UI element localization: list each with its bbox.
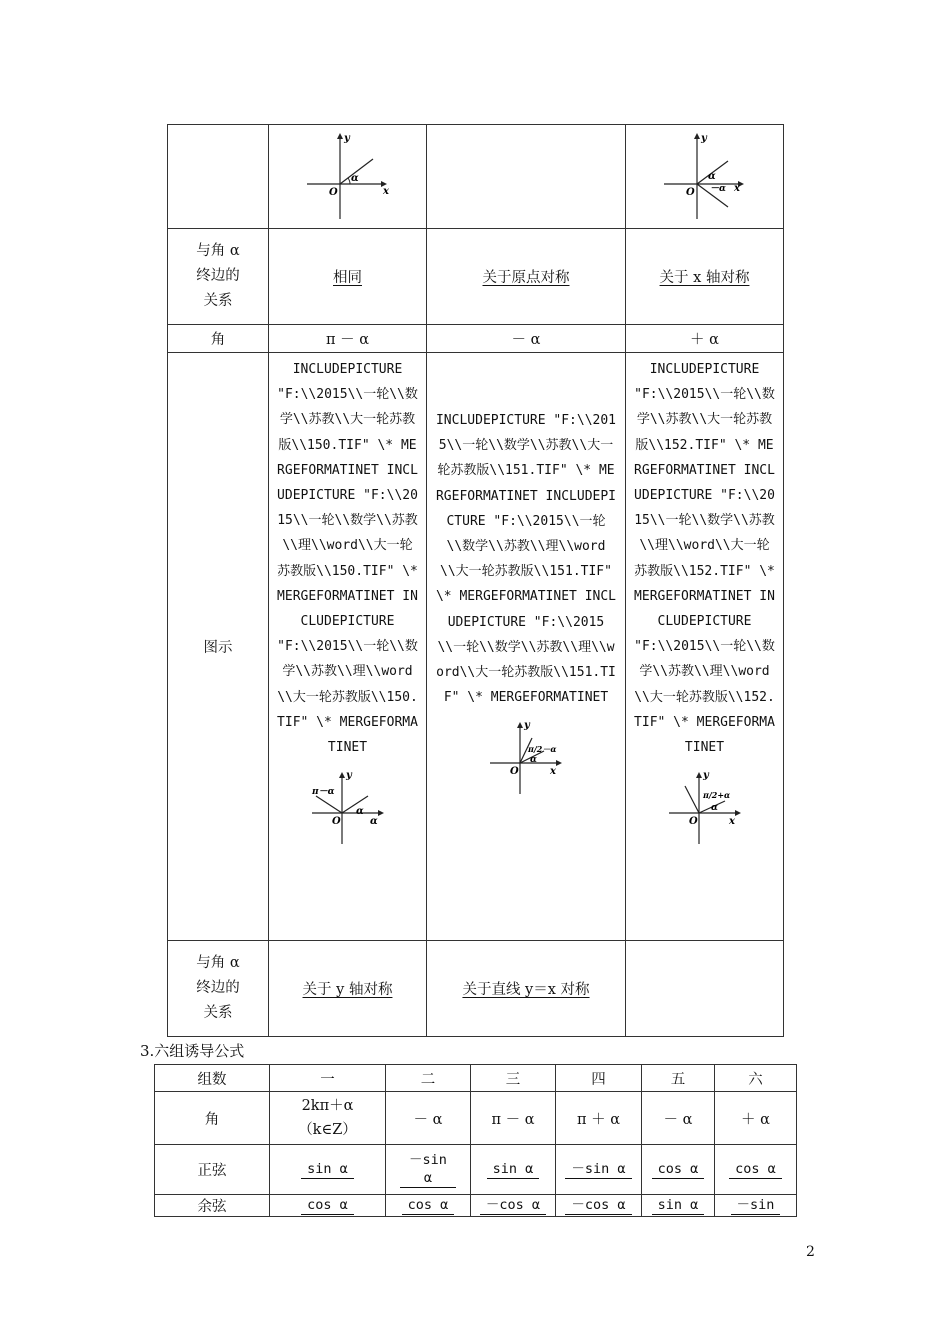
label-line-3: 关系 xyxy=(203,293,233,309)
empty-cell xyxy=(427,125,626,229)
sin-cell: cos α xyxy=(729,1160,782,1179)
svg-text:y: y xyxy=(343,133,350,144)
angle-neg: － α xyxy=(427,325,626,353)
axis-diagram-x-symmetric xyxy=(626,125,784,229)
header-row xyxy=(155,1065,797,1092)
relation-x-axis-symmetric: 关于 x 轴对称 xyxy=(659,270,750,286)
svg-text:O: O xyxy=(685,187,695,198)
relation-row-1 xyxy=(168,229,784,325)
svg-text:π/2－α: π/2－α xyxy=(528,744,557,755)
angle-label: 角 xyxy=(168,325,269,353)
cos-cell: cos α xyxy=(301,1196,354,1215)
relation-empty xyxy=(626,941,784,1037)
cos-cell: cos α xyxy=(402,1196,455,1215)
angle-cell: － α xyxy=(386,1092,471,1145)
svg-text:x: x xyxy=(550,766,556,778)
svg-text:α: α xyxy=(707,171,716,182)
svg-text:O: O xyxy=(328,187,338,198)
svg-text:－α: －α xyxy=(709,184,726,194)
header-cell: 二 xyxy=(386,1065,471,1092)
axis-diagram-half-pi-plus xyxy=(665,768,745,848)
cos-cell: －sin xyxy=(731,1196,781,1215)
row-label: 余弦 xyxy=(155,1195,270,1217)
field-code-152: INCLUDEPICTURE "F:\\2015\\一轮\\数学\\苏教\\大一轮苏教版\\152.TIF" \* MERGEFORMATINET INCLUDEPICTURE "F:\\2015\\一轮\\数学\\苏教\\理\\word\\大一轮苏教版\\152.TIF" \* MERGEFORMATINET INCLUDEPICTURE "F:\\2015\\一轮\\数学\\苏教\\理\\word\\大一轮苏教版\\152.TIF" \* MERGEFORMATINET xyxy=(634,362,775,756)
axis-diagram-pi-minus xyxy=(308,768,388,848)
sin-row xyxy=(155,1145,797,1195)
label-line-1: 与角 α xyxy=(196,243,240,259)
angle-cell: ＋ α xyxy=(715,1092,797,1145)
angle-cell: π ＋ α xyxy=(556,1092,642,1145)
label-line-2: 终边的 xyxy=(196,980,240,996)
formula-table xyxy=(154,1064,797,1217)
svg-text:α: α xyxy=(710,803,718,814)
svg-text:O: O xyxy=(510,766,519,778)
svg-text:π－α: π－α xyxy=(311,787,335,798)
angle-cell: 2kπ＋α（k∈Z） xyxy=(270,1092,386,1145)
row-label: 角 xyxy=(155,1092,270,1145)
field-code-150: INCLUDEPICTURE "F:\\2015\\一轮\\数学\\苏教\\大一轮苏教版\\150.TIF" \* MERGEFORMATINET INCLUDEPICTURE "F:\\2015\\一轮\\数学\\苏教\\理\\word\\大一轮苏教版\\150.TIF" \* MERGEFORMATINET INCLUDEPICTURE "F:\\2015\\一轮\\数学\\苏教\\理\\word\\大一轮苏教版\\150.TIF" \* MERGEFORMATINET xyxy=(277,362,418,756)
header-cell: 五 xyxy=(642,1065,715,1092)
header-cell: 组数 xyxy=(155,1065,270,1092)
svg-text:α: α xyxy=(369,816,378,828)
header-cell: 一 xyxy=(270,1065,386,1092)
cos-cell: －cos α xyxy=(480,1196,546,1215)
angle-cell: π － α xyxy=(471,1092,556,1145)
cos-row xyxy=(155,1195,797,1217)
angle-plus: ＋ α xyxy=(626,325,784,353)
angle-cell: － α xyxy=(642,1092,715,1145)
svg-text:π/2+α: π/2+α xyxy=(702,790,730,801)
diagram-row-2 xyxy=(168,353,784,941)
relation-y-axis-symmetric: 关于 y 轴对称 xyxy=(302,982,393,998)
cos-cell: sin α xyxy=(652,1196,705,1215)
header-cell: 三 xyxy=(471,1065,556,1092)
page-number: 2 xyxy=(806,1244,815,1260)
svg-text:x: x xyxy=(733,183,740,194)
angle-row xyxy=(168,325,784,353)
svg-text:O: O xyxy=(688,816,698,828)
angle-pi-minus: π － α xyxy=(269,325,427,353)
svg-text:α: α xyxy=(355,806,364,818)
symmetry-table xyxy=(167,124,784,1037)
relation-row-2 xyxy=(168,941,784,1037)
cos-cell: －cos α xyxy=(565,1196,631,1215)
relation-origin-symmetric: 关于原点对称 xyxy=(482,270,570,286)
section-title: 3.六组诱导公式 xyxy=(140,1042,245,1060)
relation-same: 相同 xyxy=(333,270,362,286)
field-cell-2 xyxy=(427,353,626,941)
label-line-1: 与角 α xyxy=(196,955,240,971)
field-code-151: INCLUDEPICTURE "F:\\2015\\一轮\\数学\\苏教\\大一轮苏教版\\151.TIF" \* MERGEFORMATINET INCLUDEPICTURE "F:\\2015\\一轮\\数学\\苏教\\理\\word\\大一轮苏教版\\151.TIF" \* MERGEFORMATINET INCLUDEPICTURE "F:\\2015\\一轮\\数学\\苏教\\理\\word\\大一轮苏教版\\151.TIF" \* MERGEFORMATINET xyxy=(435,413,616,706)
diagram-label: 图示 xyxy=(168,353,269,941)
sin-cell: －sin α xyxy=(400,1151,456,1188)
diagram-row-1 xyxy=(168,125,784,229)
row-label: 正弦 xyxy=(155,1145,270,1195)
header-cell: 四 xyxy=(556,1065,642,1092)
label-line-2: 终边的 xyxy=(196,268,240,284)
field-cell-1 xyxy=(269,353,427,941)
sin-cell: －sin α xyxy=(565,1160,631,1179)
relation-label xyxy=(168,229,269,325)
svg-text:α: α xyxy=(350,173,359,184)
header-cell: 六 xyxy=(715,1065,797,1092)
label-line-3: 关系 xyxy=(203,1005,233,1021)
svg-text:y: y xyxy=(524,720,530,732)
relation-label-2 xyxy=(168,941,269,1037)
relation-line-symmetric: 关于直线 y＝x 对称 xyxy=(462,982,590,998)
svg-text:x: x xyxy=(382,186,389,197)
svg-text:x: x xyxy=(728,816,735,828)
empty-cell xyxy=(168,125,269,229)
sin-cell: sin α xyxy=(301,1160,354,1179)
svg-text:α: α xyxy=(530,755,537,766)
svg-text:y: y xyxy=(702,770,709,782)
svg-text:O: O xyxy=(331,816,341,828)
sin-cell: cos α xyxy=(652,1160,705,1179)
angle-row xyxy=(155,1092,797,1145)
axis-diagram-same xyxy=(269,125,427,229)
svg-text:y: y xyxy=(345,770,352,782)
axis-diagram-half-pi-minus xyxy=(486,718,566,798)
field-cell-3 xyxy=(626,353,784,941)
sin-cell: sin α xyxy=(487,1160,540,1179)
svg-text:y: y xyxy=(700,133,707,144)
